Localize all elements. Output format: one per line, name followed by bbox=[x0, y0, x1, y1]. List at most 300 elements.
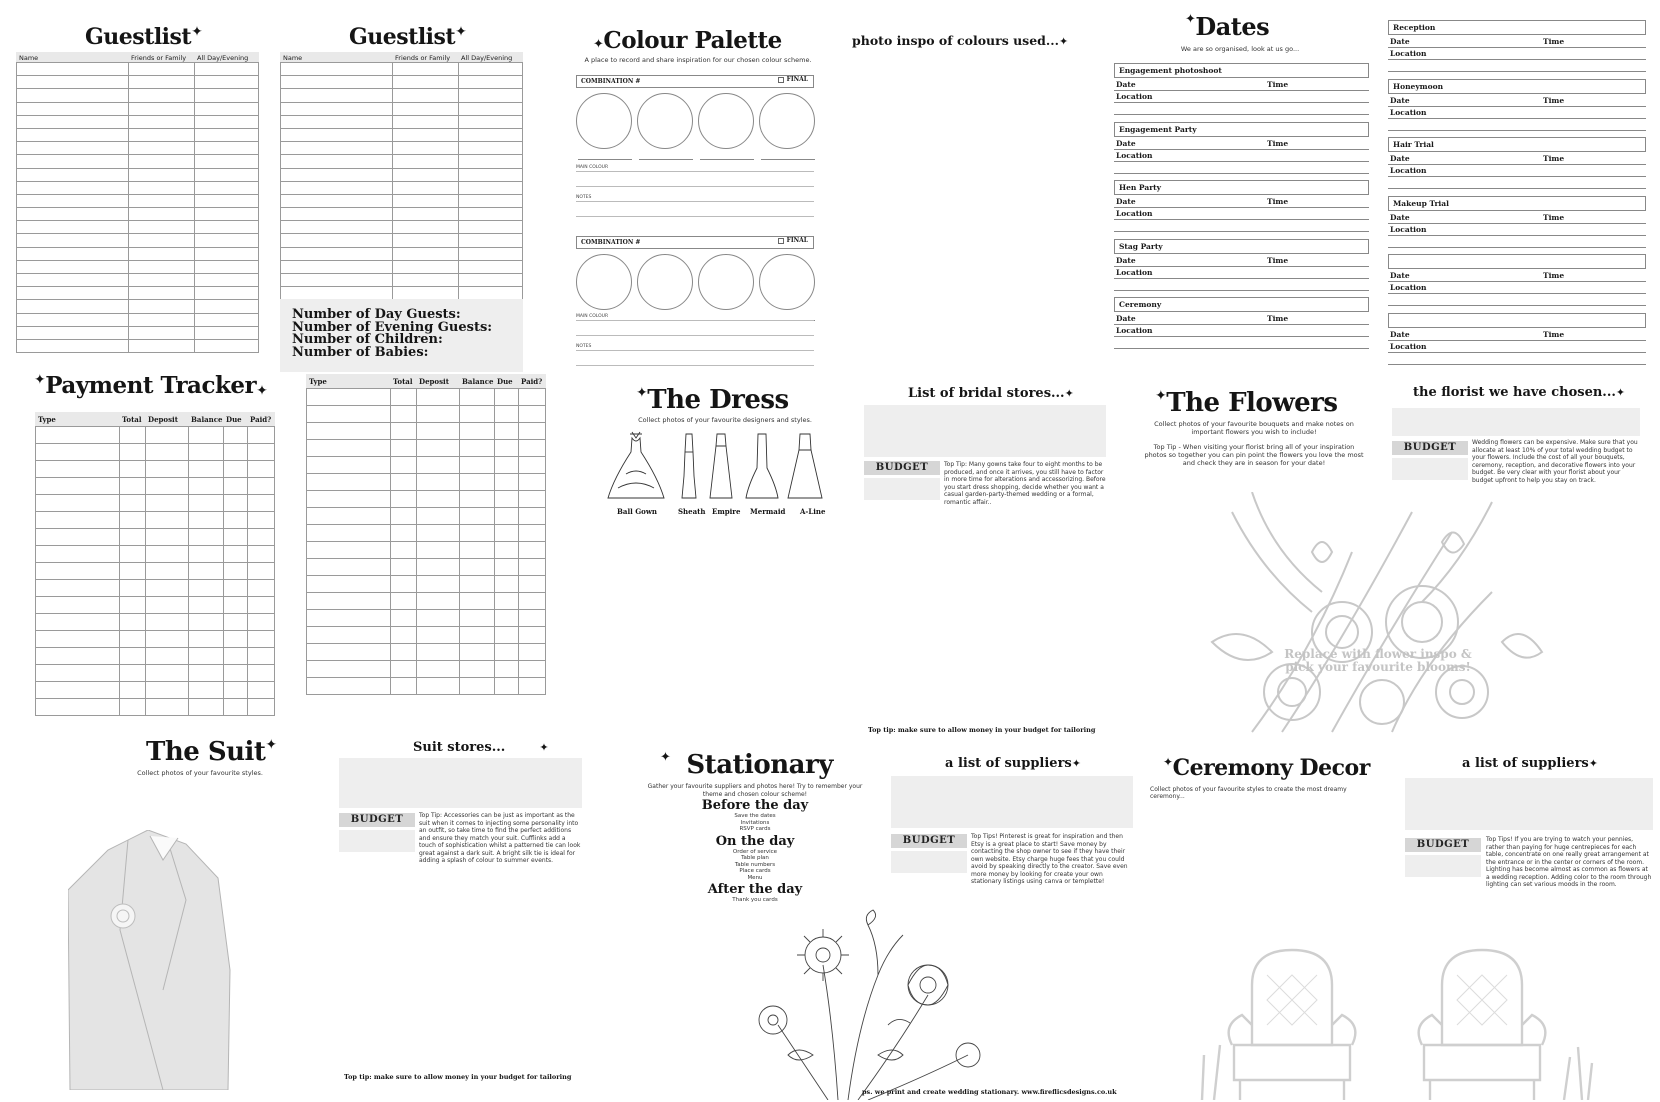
table-cell[interactable] bbox=[391, 542, 417, 559]
table-cell[interactable] bbox=[17, 128, 129, 141]
table-cell[interactable] bbox=[393, 221, 459, 234]
table-cell[interactable] bbox=[36, 597, 120, 614]
table-cell[interactable] bbox=[189, 478, 224, 495]
table-cell[interactable] bbox=[195, 300, 259, 313]
table-cell[interactable] bbox=[189, 495, 224, 512]
date-time-row[interactable] bbox=[1114, 255, 1369, 267]
table-cell[interactable] bbox=[281, 181, 393, 194]
table-cell[interactable] bbox=[146, 512, 189, 529]
table-cell[interactable] bbox=[129, 339, 195, 352]
bridal-budget-field[interactable] bbox=[864, 478, 940, 500]
colour-swatch-circle[interactable] bbox=[759, 254, 815, 310]
table-cell[interactable] bbox=[459, 155, 523, 168]
table-cell[interactable] bbox=[281, 155, 393, 168]
table-cell[interactable] bbox=[459, 76, 523, 89]
table-cell[interactable] bbox=[393, 260, 459, 273]
table-cell[interactable] bbox=[393, 234, 459, 247]
table-cell[interactable] bbox=[393, 247, 459, 260]
table-cell[interactable] bbox=[307, 576, 391, 593]
table-cell[interactable] bbox=[307, 627, 391, 644]
table-cell[interactable] bbox=[281, 287, 393, 300]
table-cell[interactable] bbox=[391, 406, 417, 423]
checkbox-icon[interactable] bbox=[778, 77, 784, 83]
table-cell[interactable] bbox=[307, 542, 391, 559]
table-cell[interactable] bbox=[307, 423, 391, 440]
table-cell[interactable] bbox=[460, 627, 495, 644]
table-cell[interactable] bbox=[459, 89, 523, 102]
extra-line[interactable] bbox=[1388, 130, 1646, 131]
table-cell[interactable] bbox=[519, 389, 546, 406]
table-cell[interactable] bbox=[146, 597, 189, 614]
table-cell[interactable] bbox=[129, 326, 195, 339]
table-cell[interactable] bbox=[495, 491, 519, 508]
table-cell[interactable] bbox=[146, 614, 189, 631]
table-cell[interactable] bbox=[146, 648, 189, 665]
table-cell[interactable] bbox=[519, 627, 546, 644]
swatch-name-line[interactable] bbox=[639, 159, 693, 160]
table-cell[interactable] bbox=[146, 546, 189, 563]
table-cell[interactable] bbox=[17, 208, 129, 221]
table-cell[interactable] bbox=[460, 644, 495, 661]
suit-stores-list-box[interactable] bbox=[339, 758, 582, 808]
location-row[interactable] bbox=[1388, 282, 1646, 294]
table-cell[interactable] bbox=[519, 406, 546, 423]
table-cell[interactable] bbox=[495, 525, 519, 542]
table-cell[interactable] bbox=[393, 128, 459, 141]
table-cell[interactable] bbox=[248, 682, 275, 699]
table-cell[interactable] bbox=[495, 576, 519, 593]
table-cell[interactable] bbox=[391, 389, 417, 406]
table-cell[interactable] bbox=[17, 63, 129, 76]
table-cell[interactable] bbox=[17, 168, 129, 181]
checkbox-icon[interactable] bbox=[778, 238, 784, 244]
florist-budget-field[interactable] bbox=[1392, 458, 1468, 480]
date-time-row[interactable] bbox=[1114, 196, 1369, 208]
table-cell[interactable] bbox=[460, 593, 495, 610]
table-cell[interactable] bbox=[391, 576, 417, 593]
table-cell[interactable] bbox=[248, 444, 275, 461]
table-cell[interactable] bbox=[120, 427, 146, 444]
table-cell[interactable] bbox=[224, 529, 248, 546]
table-cell[interactable] bbox=[189, 563, 224, 580]
table-cell[interactable] bbox=[17, 234, 129, 247]
table-cell[interactable] bbox=[519, 423, 546, 440]
location-row[interactable] bbox=[1114, 208, 1369, 220]
table-cell[interactable] bbox=[460, 440, 495, 457]
table-cell[interactable] bbox=[391, 474, 417, 491]
table-cell[interactable] bbox=[391, 644, 417, 661]
table-cell[interactable] bbox=[307, 644, 391, 661]
table-cell[interactable] bbox=[391, 457, 417, 474]
table-cell[interactable] bbox=[146, 580, 189, 597]
table-cell[interactable] bbox=[189, 546, 224, 563]
table-cell[interactable] bbox=[224, 546, 248, 563]
location-row[interactable] bbox=[1114, 267, 1369, 279]
table-cell[interactable] bbox=[495, 423, 519, 440]
table-cell[interactable] bbox=[519, 678, 546, 695]
table-cell[interactable] bbox=[195, 115, 259, 128]
table-cell[interactable] bbox=[495, 661, 519, 678]
date-time-row[interactable] bbox=[1114, 79, 1369, 91]
table-cell[interactable] bbox=[189, 665, 224, 682]
table-cell[interactable] bbox=[281, 221, 393, 234]
colour-swatch-circle[interactable] bbox=[576, 93, 632, 149]
colour-swatch-circle[interactable] bbox=[698, 254, 754, 310]
table-cell[interactable] bbox=[17, 89, 129, 102]
table-cell[interactable] bbox=[36, 699, 120, 716]
table-cell[interactable] bbox=[248, 529, 275, 546]
table-cell[interactable] bbox=[248, 461, 275, 478]
final-checkbox[interactable] bbox=[778, 237, 808, 244]
swatch-name-line[interactable] bbox=[761, 159, 815, 160]
table-cell[interactable] bbox=[459, 102, 523, 115]
table-cell[interactable] bbox=[129, 247, 195, 260]
table-cell[interactable] bbox=[459, 234, 523, 247]
table-cell[interactable] bbox=[393, 142, 459, 155]
table-cell[interactable] bbox=[195, 142, 259, 155]
table-cell[interactable] bbox=[129, 142, 195, 155]
table-cell[interactable] bbox=[195, 221, 259, 234]
event-name-field[interactable]: Engagement photoshoot bbox=[1114, 63, 1369, 78]
table-cell[interactable] bbox=[459, 142, 523, 155]
table-cell[interactable] bbox=[195, 339, 259, 352]
extra-line[interactable] bbox=[1388, 188, 1646, 189]
table-cell[interactable] bbox=[495, 678, 519, 695]
table-cell[interactable] bbox=[519, 593, 546, 610]
table-cell[interactable] bbox=[189, 682, 224, 699]
table-cell[interactable] bbox=[224, 614, 248, 631]
table-cell[interactable] bbox=[17, 300, 129, 313]
table-cell[interactable] bbox=[281, 260, 393, 273]
table-cell[interactable] bbox=[195, 326, 259, 339]
table-cell[interactable] bbox=[391, 440, 417, 457]
table-cell[interactable] bbox=[417, 559, 460, 576]
table-cell[interactable] bbox=[36, 478, 120, 495]
table-cell[interactable] bbox=[248, 512, 275, 529]
event-name-field[interactable]: Stag Party bbox=[1114, 239, 1369, 254]
location-row[interactable] bbox=[1114, 91, 1369, 103]
table-cell[interactable] bbox=[519, 525, 546, 542]
table-cell[interactable] bbox=[459, 128, 523, 141]
colour-swatch-circle[interactable] bbox=[698, 93, 754, 149]
event-name-field[interactable]: Hair Trial bbox=[1388, 137, 1646, 152]
table-cell[interactable] bbox=[307, 440, 391, 457]
table-cell[interactable] bbox=[17, 260, 129, 273]
table-cell[interactable] bbox=[459, 221, 523, 234]
table-cell[interactable] bbox=[224, 461, 248, 478]
table-cell[interactable] bbox=[391, 661, 417, 678]
table-cell[interactable] bbox=[36, 529, 120, 546]
stationery-suppliers-box[interactable] bbox=[891, 776, 1133, 828]
table-cell[interactable] bbox=[519, 661, 546, 678]
note-line[interactable] bbox=[576, 201, 814, 202]
table-cell[interactable] bbox=[460, 423, 495, 440]
table-cell[interactable] bbox=[129, 168, 195, 181]
event-name-field[interactable] bbox=[1388, 254, 1646, 269]
event-name-field[interactable]: Makeup Trial bbox=[1388, 196, 1646, 211]
table-cell[interactable] bbox=[393, 63, 459, 76]
note-line[interactable] bbox=[576, 320, 814, 321]
table-cell[interactable] bbox=[36, 631, 120, 648]
table-cell[interactable] bbox=[248, 648, 275, 665]
table-cell[interactable] bbox=[120, 546, 146, 563]
table-cell[interactable] bbox=[495, 610, 519, 627]
table-cell[interactable] bbox=[393, 274, 459, 287]
table-cell[interactable] bbox=[417, 474, 460, 491]
table-cell[interactable] bbox=[393, 102, 459, 115]
date-time-row[interactable] bbox=[1388, 153, 1646, 165]
table-cell[interactable] bbox=[17, 102, 129, 115]
table-cell[interactable] bbox=[17, 194, 129, 207]
table-cell[interactable] bbox=[146, 563, 189, 580]
table-cell[interactable] bbox=[36, 495, 120, 512]
table-cell[interactable] bbox=[129, 234, 195, 247]
table-cell[interactable] bbox=[17, 247, 129, 260]
table-cell[interactable] bbox=[307, 474, 391, 491]
table-cell[interactable] bbox=[224, 682, 248, 699]
table-cell[interactable] bbox=[195, 63, 259, 76]
swatch-name-line[interactable] bbox=[578, 159, 632, 160]
table-cell[interactable] bbox=[248, 580, 275, 597]
table-cell[interactable] bbox=[281, 115, 393, 128]
location-row[interactable] bbox=[1388, 165, 1646, 177]
table-cell[interactable] bbox=[36, 427, 120, 444]
table-cell[interactable] bbox=[307, 593, 391, 610]
table-cell[interactable] bbox=[391, 508, 417, 525]
table-cell[interactable] bbox=[460, 525, 495, 542]
table-cell[interactable] bbox=[460, 576, 495, 593]
table-cell[interactable] bbox=[393, 115, 459, 128]
colour-swatch-circle[interactable] bbox=[576, 254, 632, 310]
table-cell[interactable] bbox=[120, 495, 146, 512]
location-row[interactable] bbox=[1388, 48, 1646, 60]
table-cell[interactable] bbox=[36, 682, 120, 699]
table-cell[interactable] bbox=[129, 76, 195, 89]
table-cell[interactable] bbox=[36, 546, 120, 563]
table-cell[interactable] bbox=[195, 168, 259, 181]
table-cell[interactable] bbox=[281, 208, 393, 221]
table-cell[interactable] bbox=[195, 181, 259, 194]
note-line[interactable] bbox=[576, 335, 814, 336]
table-cell[interactable] bbox=[189, 699, 224, 716]
table-cell[interactable] bbox=[248, 495, 275, 512]
table-cell[interactable] bbox=[189, 461, 224, 478]
table-cell[interactable] bbox=[495, 542, 519, 559]
table-cell[interactable] bbox=[391, 610, 417, 627]
table-cell[interactable] bbox=[120, 648, 146, 665]
table-cell[interactable] bbox=[248, 597, 275, 614]
table-cell[interactable] bbox=[248, 699, 275, 716]
table-cell[interactable] bbox=[307, 508, 391, 525]
table-cell[interactable] bbox=[129, 115, 195, 128]
table-cell[interactable] bbox=[224, 427, 248, 444]
table-cell[interactable] bbox=[189, 529, 224, 546]
table-cell[interactable] bbox=[460, 559, 495, 576]
table-cell[interactable] bbox=[393, 76, 459, 89]
table-cell[interactable] bbox=[281, 102, 393, 115]
table-cell[interactable] bbox=[281, 76, 393, 89]
colour-swatch-circle[interactable] bbox=[637, 93, 693, 149]
table-cell[interactable] bbox=[281, 168, 393, 181]
table-cell[interactable] bbox=[146, 682, 189, 699]
table-cell[interactable] bbox=[459, 168, 523, 181]
table-cell[interactable] bbox=[417, 644, 460, 661]
note-line[interactable] bbox=[576, 186, 814, 187]
table-cell[interactable] bbox=[120, 444, 146, 461]
extra-line[interactable] bbox=[1114, 114, 1369, 115]
table-cell[interactable] bbox=[224, 444, 248, 461]
table-cell[interactable] bbox=[195, 274, 259, 287]
table-cell[interactable] bbox=[36, 648, 120, 665]
date-time-row[interactable] bbox=[1388, 95, 1646, 107]
table-cell[interactable] bbox=[459, 63, 523, 76]
table-cell[interactable] bbox=[519, 474, 546, 491]
table-cell[interactable] bbox=[146, 427, 189, 444]
table-cell[interactable] bbox=[17, 274, 129, 287]
table-cell[interactable] bbox=[129, 155, 195, 168]
table-cell[interactable] bbox=[281, 89, 393, 102]
colour-swatch-circle[interactable] bbox=[759, 93, 815, 149]
table-cell[interactable] bbox=[129, 287, 195, 300]
table-cell[interactable] bbox=[519, 491, 546, 508]
table-cell[interactable] bbox=[120, 461, 146, 478]
stationery-budget-field[interactable] bbox=[891, 851, 967, 873]
table-cell[interactable] bbox=[417, 457, 460, 474]
extra-line[interactable] bbox=[1114, 348, 1369, 349]
table-cell[interactable] bbox=[459, 208, 523, 221]
table-cell[interactable] bbox=[417, 508, 460, 525]
table-cell[interactable] bbox=[519, 457, 546, 474]
table-cell[interactable] bbox=[189, 648, 224, 665]
table-cell[interactable] bbox=[129, 274, 195, 287]
table-cell[interactable] bbox=[17, 221, 129, 234]
table-cell[interactable] bbox=[281, 274, 393, 287]
event-name-field[interactable]: Honeymoon bbox=[1388, 79, 1646, 94]
table-cell[interactable] bbox=[224, 648, 248, 665]
table-cell[interactable] bbox=[519, 440, 546, 457]
table-cell[interactable] bbox=[224, 699, 248, 716]
suit-budget-field[interactable] bbox=[339, 830, 415, 852]
table-cell[interactable] bbox=[417, 627, 460, 644]
table-cell[interactable] bbox=[460, 406, 495, 423]
table-cell[interactable] bbox=[393, 194, 459, 207]
table-cell[interactable] bbox=[17, 155, 129, 168]
table-cell[interactable] bbox=[129, 208, 195, 221]
table-cell[interactable] bbox=[391, 593, 417, 610]
table-cell[interactable] bbox=[129, 221, 195, 234]
table-cell[interactable] bbox=[17, 313, 129, 326]
table-cell[interactable] bbox=[281, 194, 393, 207]
table-cell[interactable] bbox=[307, 661, 391, 678]
table-cell[interactable] bbox=[189, 597, 224, 614]
table-cell[interactable] bbox=[393, 181, 459, 194]
table-cell[interactable] bbox=[195, 247, 259, 260]
table-cell[interactable] bbox=[459, 181, 523, 194]
table-cell[interactable] bbox=[36, 563, 120, 580]
table-cell[interactable] bbox=[146, 665, 189, 682]
table-cell[interactable] bbox=[519, 542, 546, 559]
table-cell[interactable] bbox=[195, 194, 259, 207]
table-cell[interactable] bbox=[417, 593, 460, 610]
table-cell[interactable] bbox=[129, 194, 195, 207]
event-name-field[interactable] bbox=[1388, 313, 1646, 328]
extra-line[interactable] bbox=[1114, 231, 1369, 232]
table-cell[interactable] bbox=[459, 274, 523, 287]
table-cell[interactable] bbox=[417, 542, 460, 559]
table-cell[interactable] bbox=[391, 491, 417, 508]
table-cell[interactable] bbox=[224, 665, 248, 682]
table-cell[interactable] bbox=[495, 389, 519, 406]
table-cell[interactable] bbox=[248, 546, 275, 563]
table-cell[interactable] bbox=[391, 559, 417, 576]
table-cell[interactable] bbox=[460, 542, 495, 559]
table-cell[interactable] bbox=[417, 389, 460, 406]
table-cell[interactable] bbox=[393, 208, 459, 221]
table-cell[interactable] bbox=[129, 63, 195, 76]
extra-line[interactable] bbox=[1114, 173, 1369, 174]
table-cell[interactable] bbox=[460, 610, 495, 627]
table-cell[interactable] bbox=[224, 478, 248, 495]
table-cell[interactable] bbox=[393, 287, 459, 300]
table-cell[interactable] bbox=[248, 563, 275, 580]
event-name-field[interactable]: Hen Party bbox=[1114, 180, 1369, 195]
note-line[interactable] bbox=[576, 365, 814, 366]
table-cell[interactable] bbox=[417, 610, 460, 627]
table-cell[interactable] bbox=[146, 478, 189, 495]
table-cell[interactable] bbox=[248, 665, 275, 682]
table-cell[interactable] bbox=[146, 529, 189, 546]
table-cell[interactable] bbox=[460, 457, 495, 474]
table-cell[interactable] bbox=[36, 614, 120, 631]
table-cell[interactable] bbox=[417, 576, 460, 593]
table-cell[interactable] bbox=[36, 665, 120, 682]
table-cell[interactable] bbox=[224, 597, 248, 614]
ceremony-budget-field[interactable] bbox=[1405, 855, 1481, 877]
table-cell[interactable] bbox=[17, 326, 129, 339]
table-cell[interactable] bbox=[281, 128, 393, 141]
table-cell[interactable] bbox=[120, 631, 146, 648]
table-cell[interactable] bbox=[495, 406, 519, 423]
table-cell[interactable] bbox=[129, 313, 195, 326]
table-cell[interactable] bbox=[17, 115, 129, 128]
table-cell[interactable] bbox=[417, 525, 460, 542]
table-cell[interactable] bbox=[460, 678, 495, 695]
table-cell[interactable] bbox=[417, 491, 460, 508]
table-cell[interactable] bbox=[129, 300, 195, 313]
table-cell[interactable] bbox=[519, 644, 546, 661]
table-cell[interactable] bbox=[36, 512, 120, 529]
table-cell[interactable] bbox=[459, 247, 523, 260]
table-cell[interactable] bbox=[120, 682, 146, 699]
table-cell[interactable] bbox=[195, 234, 259, 247]
table-cell[interactable] bbox=[281, 63, 393, 76]
event-name-field[interactable]: Ceremony bbox=[1114, 297, 1369, 312]
table-cell[interactable] bbox=[248, 427, 275, 444]
table-cell[interactable] bbox=[17, 287, 129, 300]
table-cell[interactable] bbox=[307, 525, 391, 542]
table-cell[interactable] bbox=[195, 102, 259, 115]
date-time-row[interactable] bbox=[1388, 212, 1646, 224]
table-cell[interactable] bbox=[189, 512, 224, 529]
table-cell[interactable] bbox=[146, 444, 189, 461]
table-cell[interactable] bbox=[195, 89, 259, 102]
table-cell[interactable] bbox=[195, 208, 259, 221]
table-cell[interactable] bbox=[36, 444, 120, 461]
table-cell[interactable] bbox=[417, 440, 460, 457]
extra-line[interactable] bbox=[1114, 290, 1369, 291]
extra-line[interactable] bbox=[1388, 364, 1646, 365]
event-name-field[interactable]: Reception bbox=[1388, 20, 1646, 35]
